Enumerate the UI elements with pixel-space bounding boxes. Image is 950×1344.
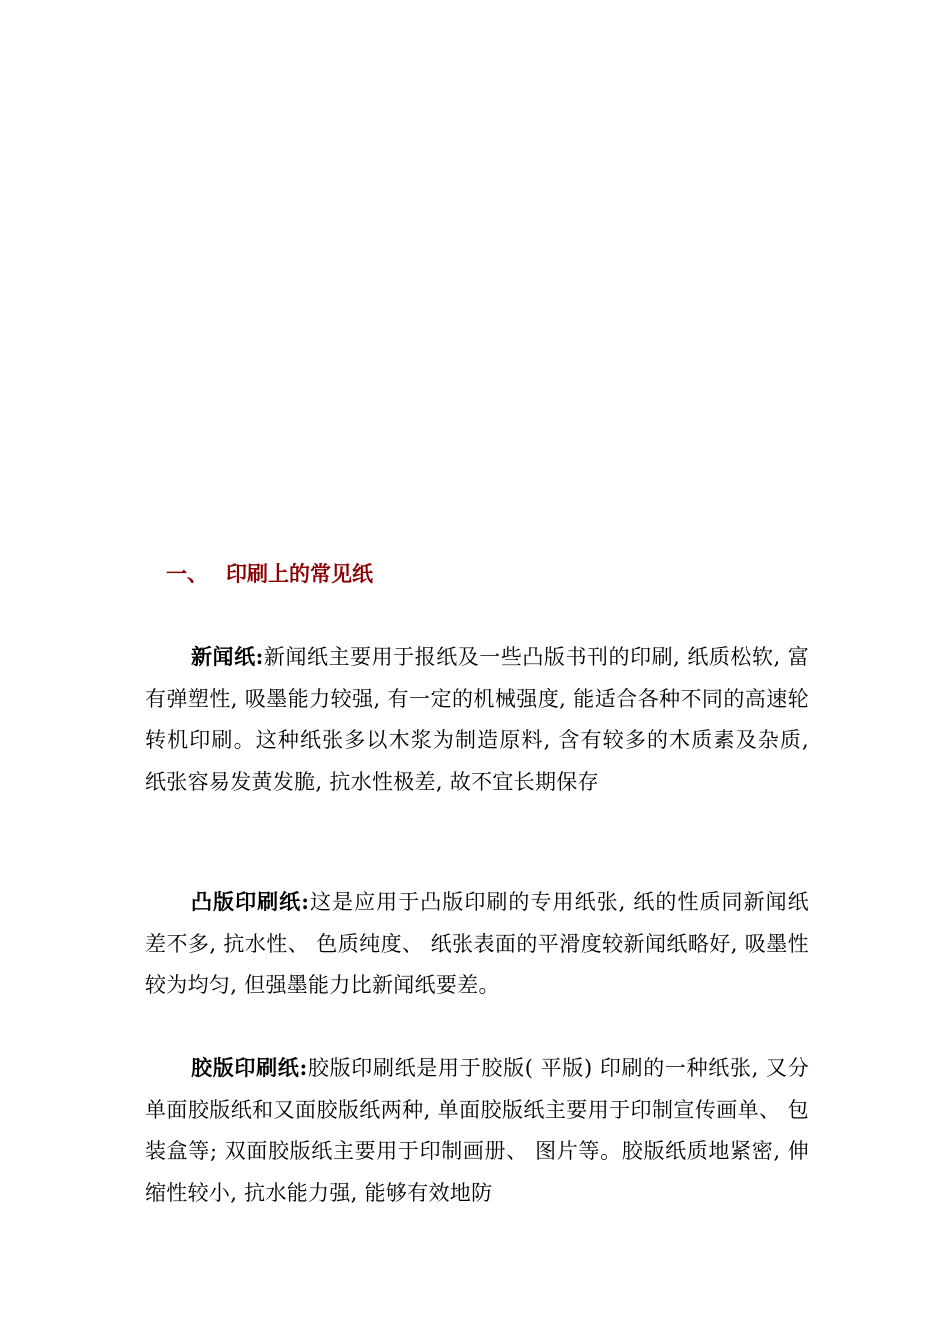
paragraph-newsprint <box>145 636 809 803</box>
paragraph-text: 这是应用于凸版印刷的专用纸张, 纸的性质同新闻纸差不多, 抗水性、 色质纯度、 纸张表面的平滑度较新闻纸略好, 吸墨性较为均匀, 但强墨能力比新闻纸要差。 <box>145 890 809 997</box>
section-title: 印刷上的常见纸 <box>226 561 373 586</box>
paragraph-term: 胶版印刷纸: <box>191 1055 308 1080</box>
paragraph-offset-paper <box>145 1047 809 1214</box>
paragraph-text: 新闻纸主要用于报纸及一些凸版书刊的印刷, 纸质松软, 富有弹塑性, 吸墨能力较强, 有一定的机械强度, 能适合各种不同的高速轮转机印刷。这种纸张多以木浆为制造原料, 含有较多的木质素及杂质, 纸张容易发黄发脆, 抗水性极差, 故不宜长期保存 <box>145 645 809 794</box>
section-number: 一、 <box>166 561 208 586</box>
paragraph-term: 凸版印刷纸: <box>191 889 310 914</box>
paragraph-letterpress-paper <box>145 881 809 1007</box>
section-heading <box>166 558 373 590</box>
paragraph-term: 新闻纸: <box>191 644 264 669</box>
paragraph-text: 胶版印刷纸是用于胶版( 平版) 印刷的一种纸张, 又分单面胶版纸和又面胶版纸两种, 单面胶版纸主要用于印制宣传画单、 包装盒等; 双面胶版纸主要用于印制画册、 图片等。胶版纸质地紧密, 伸缩性较小, 抗水能力强, 能够有效地防 <box>145 1056 809 1205</box>
